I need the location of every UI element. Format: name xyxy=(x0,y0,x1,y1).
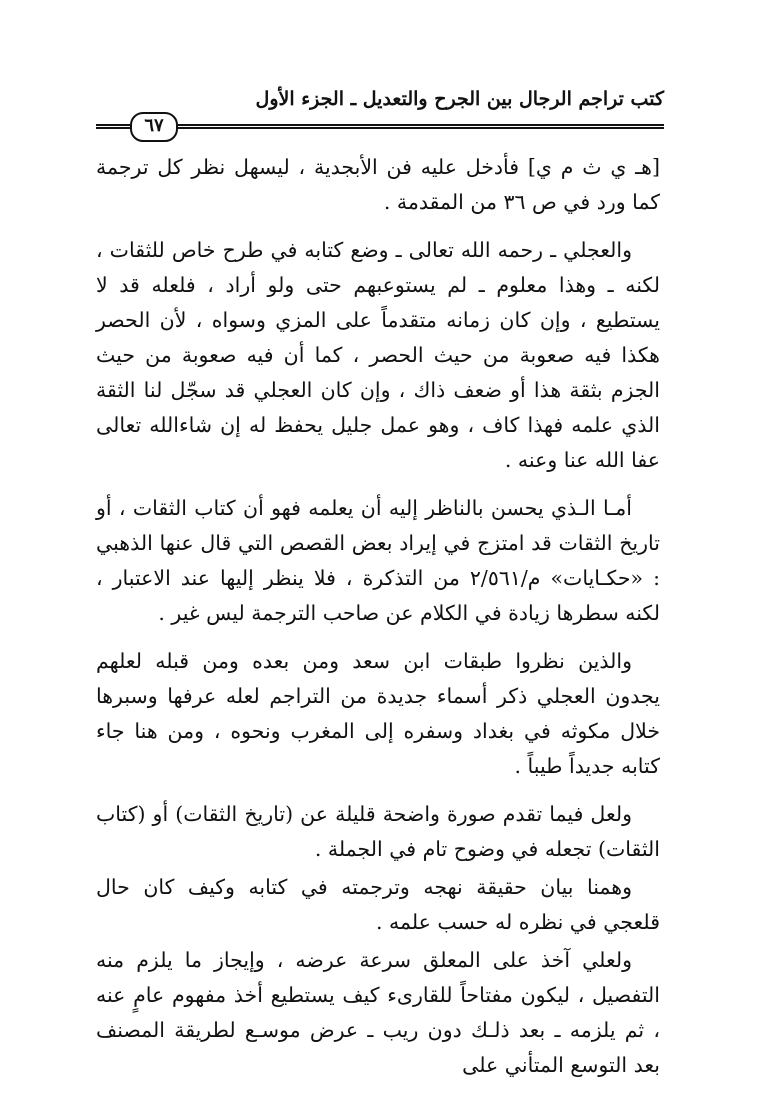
paragraph: أمـا الـذي يحسن بالناظر إليه أن يعلمه فهو أن كتاب الثقات ، أو تاريخ الثقات قد امتزج في إيراد بعض القصص التي قال عنها الذهبي : «حكـايات» م/٢/٥٦١ من التذكرة ، فلا ينظر إليها عند الاعتبار ، لكنه سطرها زيادة في الكلام عن صاحب الترجمة ليس غير . xyxy=(96,496,660,625)
paragraph: والعجلي ـ رحمه الله تعالى ـ وضع كتابه في طرح خاص للثقات ، لكنه ـ وهذا معلوم ـ لم يستوعبهم حتى ولو أراد ، فلعله قد لا يستطيع ، وإن كان زمانه متقدماً على المزي وسواه ، لأن الحصر هكذا فيه صعوبة من حيث الحصر ، كما أن فيه صعوبة من حيث الجزم بثقة هذا أو ضعف ذاك ، وإن كان العجلي قد سجّل لنا الثقة الذي علمه فهذا كاف ، وهو عمل جليل يحفظ له إن شاءالله تعالى عفا الله عنا وعنه . xyxy=(96,238,660,472)
paragraph: وهمنا بيان حقيقة نهجه وترجمته في كتابه وكيف كان حال قلعجي في نظره له حسب علمه . xyxy=(96,875,660,934)
page-header xyxy=(96,88,664,134)
header-rule xyxy=(96,115,664,136)
paragraph: ولعل فيما تقدم صورة واضحة قليلة عن (تاريخ الثقات) أو (كتاب الثقات) تجعله في وضوح تام في الجملة . xyxy=(96,802,660,861)
page-number: ٦٧ xyxy=(130,112,178,142)
body-text xyxy=(96,150,660,1096)
paragraph: ولعلي آخذ على المعلق سرعة عرضه ، وإيجاز ما يلزم منه التفصيل ، ليكون مفتاحاً للقارىء كيف يستطيع أخذ مفهوم عامٍ عنه ، ثم يلزمه ـ بعد ذلـك دون ريب ـ عرض موسـع لطريقة المصنف بعد التوسع المتأني على xyxy=(96,948,660,1077)
paragraph: والذين نظروا طبقات ابن سعد ومن بعده ومن قبله لعلهم يجدون العجلي ذكر أسماء جديدة من التراجم لعله عرفها وسبرها خلال مكوثه في بغداد وسفره إلى المغرب ونحوه ، ومن هنا جاء كتابه جديداً طيباً . xyxy=(96,649,660,778)
running-title: كتب تراجم الرجال بين الجرح والتعديل ـ الجزء الأول xyxy=(255,88,664,110)
double-rule-line xyxy=(96,124,664,129)
paragraph: [هـ ي ث م ي] فأدخل عليه فن الأبجدية ، ليسهل نظر كل ترجمة كما ورد في ص ٣٦ من المقدمة . xyxy=(96,155,660,214)
